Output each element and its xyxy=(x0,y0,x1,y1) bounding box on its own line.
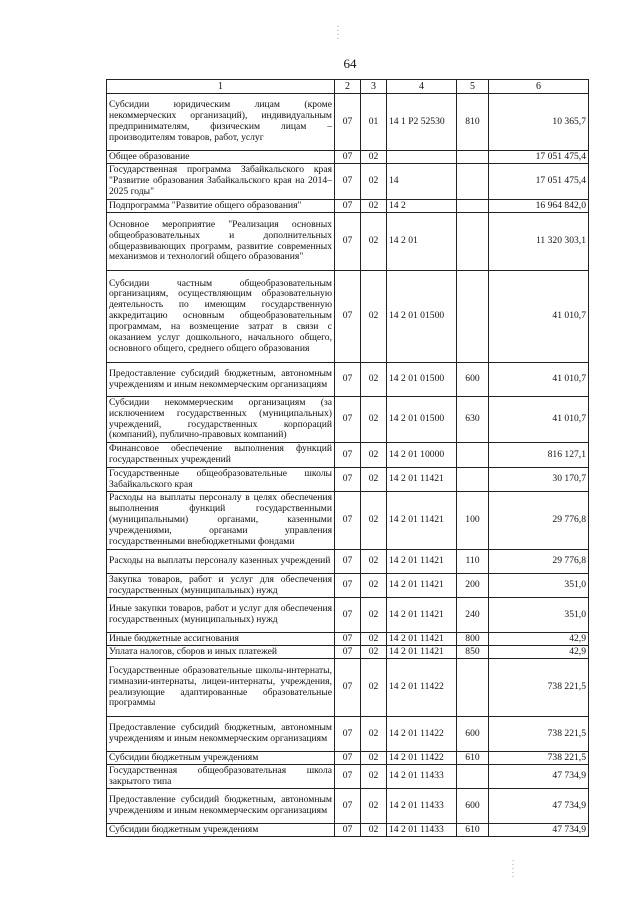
table-cell-name: Подпрограмма "Развитие общего образования" xyxy=(107,200,335,213)
table-cell-subsection: 02 xyxy=(361,765,387,789)
table-row xyxy=(107,789,589,824)
table-row xyxy=(107,397,589,443)
table-row xyxy=(107,550,589,574)
table-cell-amount: 47 734,9 xyxy=(489,789,589,824)
table-cell-name: Государственная программа Забайкальского края "Развитие образования Забайкальского края на 2014–2025 годы" xyxy=(107,164,335,200)
table-cell-expense-type: 610 xyxy=(457,824,489,837)
table-cell-program-code: 14 2 01 11422 xyxy=(387,717,457,752)
table-cell-program-code: 14 2 01 11422 xyxy=(387,752,457,765)
table-cell-program-code: 14 2 01 11433 xyxy=(387,824,457,837)
table-row xyxy=(107,752,589,765)
table-cell-expense-type xyxy=(457,213,489,271)
table-cell-section: 07 xyxy=(335,765,361,789)
table-cell-subsection: 02 xyxy=(361,271,387,363)
table-cell-section: 07 xyxy=(335,200,361,213)
table-cell-section: 07 xyxy=(335,468,361,492)
table-cell-name: Государственные общеобразовательные школы Забайкальского края xyxy=(107,468,335,492)
table-cell-program-code: 14 2 01 xyxy=(387,213,457,271)
table-cell-name: Уплата налогов, сборов и иных платежей xyxy=(107,646,335,659)
table-cell-amount: 17 051 475,4 xyxy=(489,164,589,200)
table-cell-subsection: 02 xyxy=(361,151,387,164)
table-cell-amount: 738 221,5 xyxy=(489,752,589,765)
table-cell-expense-type: 850 xyxy=(457,646,489,659)
table-cell-subsection: 02 xyxy=(361,752,387,765)
table-cell-program-code: 14 2 01 11433 xyxy=(387,765,457,789)
column-header: 4 xyxy=(387,80,457,94)
table-cell-program-code: 14 2 01 11421 xyxy=(387,492,457,550)
table-row xyxy=(107,213,589,271)
table-cell-program-code: 14 2 01 11421 xyxy=(387,574,457,598)
table-cell-program-code: 14 2 01 11421 xyxy=(387,468,457,492)
table-row xyxy=(107,363,589,397)
table-cell-amount: 42,9 xyxy=(489,633,589,646)
table-cell-subsection: 02 xyxy=(361,468,387,492)
table-cell-amount: 41 010,7 xyxy=(489,397,589,443)
table-cell-subsection: 02 xyxy=(361,789,387,824)
table-row xyxy=(107,200,589,213)
table-cell-name: Субсидии бюджетным учреждениям xyxy=(107,752,335,765)
table-cell-section: 07 xyxy=(335,574,361,598)
table-cell-section: 07 xyxy=(335,598,361,633)
table-cell-amount: 351,0 xyxy=(489,598,589,633)
table-cell-name: Расходы на выплаты персоналу в целях обеспечения выполнения функций государственными (муниципальными) органами, казенными учреждениями, органами управления государственными внебюджетными фондами xyxy=(107,492,335,550)
table-cell-name: Иные бюджетные ассигнования xyxy=(107,633,335,646)
table-cell-section: 07 xyxy=(335,164,361,200)
table-cell-amount: 41 010,7 xyxy=(489,271,589,363)
table-cell-subsection: 01 xyxy=(361,94,387,151)
table-row xyxy=(107,646,589,659)
table-row xyxy=(107,824,589,837)
table-row xyxy=(107,659,589,717)
table-cell-amount: 47 734,9 xyxy=(489,765,589,789)
column-header: 5 xyxy=(457,80,489,94)
table-cell-amount: 42,9 xyxy=(489,646,589,659)
table-cell-subsection: 02 xyxy=(361,717,387,752)
table-cell-expense-type: 600 xyxy=(457,363,489,397)
table-cell-section: 07 xyxy=(335,789,361,824)
table-cell-subsection: 02 xyxy=(361,443,387,468)
table-cell-name: Субсидии некоммерческим организациям (за исключением государственных (муниципальных) учреждений, государственных корпораций (компаний), публично-правовых компаний) xyxy=(107,397,335,443)
table-cell-expense-type: 100 xyxy=(457,492,489,550)
table-cell-expense-type: 610 xyxy=(457,752,489,765)
table-cell-program-code: 14 2 01 01500 xyxy=(387,271,457,363)
table-cell-name: Основное мероприятие "Реализация основных общеобразовательных и дополнительных общеразвивающих программ, развитие современных механизмов и технологий общего образования" xyxy=(107,213,335,271)
table-cell-name: Общее образование xyxy=(107,151,335,164)
table-cell-section: 07 xyxy=(335,271,361,363)
table-cell-expense-type xyxy=(457,151,489,164)
table-cell-program-code: 14 2 01 11433 xyxy=(387,789,457,824)
table-cell-expense-type: 600 xyxy=(457,789,489,824)
table-cell-name: Государственная общеобразовательная школа закрытого типа xyxy=(107,765,335,789)
table-cell-program-code: 14 1 P2 52530 xyxy=(387,94,457,151)
table-cell-name: Иные закупки товаров, работ и услуг для обеспечения государственных (муниципальных) нужд xyxy=(107,598,335,633)
table-cell-amount: 29 776,8 xyxy=(489,550,589,574)
table-cell-program-code: 14 2 01 11421 xyxy=(387,550,457,574)
table-cell-expense-type: 110 xyxy=(457,550,489,574)
table-cell-amount: 816 127,1 xyxy=(489,443,589,468)
table-cell-expense-type: 810 xyxy=(457,94,489,151)
table-row xyxy=(107,717,589,752)
table-cell-subsection: 02 xyxy=(361,492,387,550)
scan-dot-mark xyxy=(510,860,516,880)
table-row xyxy=(107,164,589,200)
table-cell-section: 07 xyxy=(335,363,361,397)
table-row xyxy=(107,492,589,550)
table-cell-name: Закупка товаров, работ и услуг для обеспечения государственных (муниципальных) нужд xyxy=(107,574,335,598)
table-cell-expense-type xyxy=(457,659,489,717)
table-cell-section: 07 xyxy=(335,824,361,837)
table-cell-section: 07 xyxy=(335,397,361,443)
table-cell-amount: 11 320 303,1 xyxy=(489,213,589,271)
table-cell-program-code xyxy=(387,151,457,164)
table-cell-program-code: 14 2 01 10000 xyxy=(387,443,457,468)
table-cell-program-code: 14 2 01 11422 xyxy=(387,659,457,717)
table-cell-section: 07 xyxy=(335,659,361,717)
table-cell-subsection: 02 xyxy=(361,550,387,574)
column-header: 2 xyxy=(335,80,361,94)
table-cell-section: 07 xyxy=(335,550,361,574)
table-cell-name: Субсидии бюджетным учреждениям xyxy=(107,824,335,837)
table-cell-section: 07 xyxy=(335,752,361,765)
table-cell-expense-type xyxy=(457,443,489,468)
table-cell-name: Предоставление субсидий бюджетным, автономным учреждениям и иным некоммерческим организациям xyxy=(107,789,335,824)
table-cell-section: 07 xyxy=(335,94,361,151)
table-cell-name: Субсидии юридическим лицам (кроме некоммерческих организаций), индивидуальным предпринимателям, физическим лицам – производителям товаров, работ, услуг xyxy=(107,94,335,151)
table-cell-section: 07 xyxy=(335,492,361,550)
table-row xyxy=(107,765,589,789)
table-cell-name: Государственные образовательные школы-интернаты, гимназии-интернаты, лицеи-интернаты, учреждения, реализующие адаптированные образовательные программы xyxy=(107,659,335,717)
column-header: 1 xyxy=(107,80,335,94)
scan-dot-mark xyxy=(336,26,340,42)
column-header: 3 xyxy=(361,80,387,94)
table-cell-amount: 17 051 475,4 xyxy=(489,151,589,164)
table-cell-section: 07 xyxy=(335,443,361,468)
table-row xyxy=(107,574,589,598)
table-cell-amount: 351,0 xyxy=(489,574,589,598)
table-cell-amount: 30 170,7 xyxy=(489,468,589,492)
table-cell-section: 07 xyxy=(335,717,361,752)
table-cell-program-code: 14 2 01 01500 xyxy=(387,397,457,443)
table-cell-expense-type: 600 xyxy=(457,717,489,752)
table-cell-amount: 738 221,5 xyxy=(489,717,589,752)
table-cell-section: 07 xyxy=(335,151,361,164)
table-row xyxy=(107,443,589,468)
table-cell-subsection: 02 xyxy=(361,824,387,837)
table-cell-subsection: 02 xyxy=(361,574,387,598)
table-header-row xyxy=(107,80,589,94)
table-cell-name: Финансовое обеспечение выполнения функций государственных учреждений xyxy=(107,443,335,468)
table-cell-amount: 10 365,7 xyxy=(489,94,589,151)
table-cell-program-code: 14 xyxy=(387,164,457,200)
table-cell-name: Предоставление субсидий бюджетным, автономным учреждениям и иным некоммерческим организациям xyxy=(107,363,335,397)
column-header: 6 xyxy=(489,80,589,94)
table-cell-subsection: 02 xyxy=(361,646,387,659)
table-row xyxy=(107,271,589,363)
table-cell-program-code: 14 2 01 11421 xyxy=(387,646,457,659)
table-cell-name: Субсидии частным общеобразовательным организациям, осуществляющим образовательную деятельность по имеющим государственную аккредитацию основным общеобразовательным программам, на возмещение затрат в связи с оказанием услуг дошкольного, начального общего, основного общего, среднего общего образования xyxy=(107,271,335,363)
table-cell-amount: 47 734,9 xyxy=(489,824,589,837)
table-cell-expense-type xyxy=(457,271,489,363)
table-cell-program-code: 14 2 01 11421 xyxy=(387,598,457,633)
table-cell-expense-type: 200 xyxy=(457,574,489,598)
table-cell-amount: 738 221,5 xyxy=(489,659,589,717)
budget-table xyxy=(106,79,589,837)
table-cell-amount: 16 964 842,0 xyxy=(489,200,589,213)
table-cell-subsection: 02 xyxy=(361,633,387,646)
table-cell-subsection: 02 xyxy=(361,363,387,397)
table-cell-section: 07 xyxy=(335,646,361,659)
table-cell-amount: 29 776,8 xyxy=(489,492,589,550)
table-cell-expense-type xyxy=(457,765,489,789)
table-cell-subsection: 02 xyxy=(361,598,387,633)
table-cell-expense-type: 630 xyxy=(457,397,489,443)
table-row xyxy=(107,468,589,492)
table-cell-name: Предоставление субсидий бюджетным, автономным учреждениям и иным некоммерческим организациям xyxy=(107,717,335,752)
table-cell-program-code: 14 2 xyxy=(387,200,457,213)
table-row xyxy=(107,94,589,151)
page-number: 64 xyxy=(343,56,357,71)
table-cell-expense-type xyxy=(457,164,489,200)
table-cell-expense-type: 800 xyxy=(457,633,489,646)
table-cell-section: 07 xyxy=(335,213,361,271)
table-cell-subsection: 02 xyxy=(361,659,387,717)
table-cell-subsection: 02 xyxy=(361,200,387,213)
table-cell-expense-type xyxy=(457,200,489,213)
table-cell-subsection: 02 xyxy=(361,397,387,443)
table-cell-program-code: 14 2 01 11421 xyxy=(387,633,457,646)
table-cell-program-code: 14 2 01 01500 xyxy=(387,363,457,397)
table-row xyxy=(107,598,589,633)
table-row xyxy=(107,151,589,164)
table-cell-expense-type: 240 xyxy=(457,598,489,633)
table-cell-name: Расходы на выплаты персоналу казенных учреждений xyxy=(107,550,335,574)
table-cell-subsection: 02 xyxy=(361,213,387,271)
table-row xyxy=(107,633,589,646)
table-cell-section: 07 xyxy=(335,633,361,646)
table-cell-expense-type xyxy=(457,468,489,492)
table-cell-subsection: 02 xyxy=(361,164,387,200)
table-cell-amount: 41 010,7 xyxy=(489,363,589,397)
